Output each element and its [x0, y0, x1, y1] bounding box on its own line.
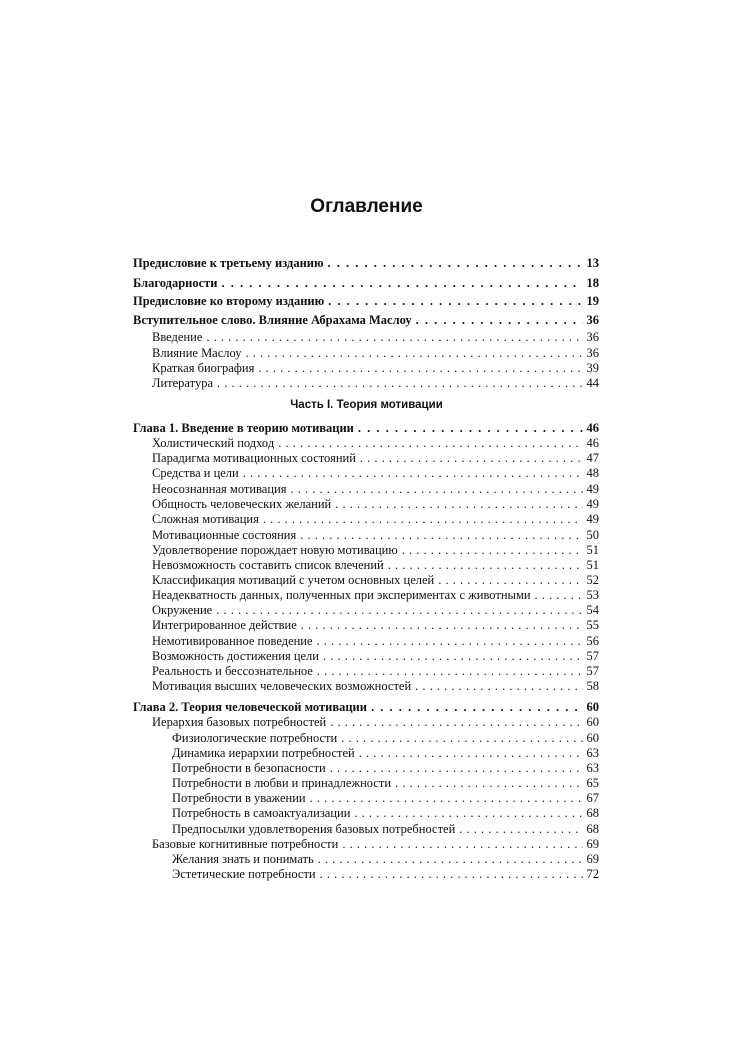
- toc-entry: [133, 313, 599, 328]
- toc-entry: [152, 512, 599, 527]
- leader-dots: [328, 256, 583, 271]
- toc-entry-title: Мотивационные состояния: [152, 528, 297, 542]
- toc-entry: [172, 791, 599, 806]
- toc-entry-title: Средства и цели: [152, 466, 239, 480]
- toc-entry-page: 51: [586, 558, 599, 572]
- toc-entry-page: 57: [586, 649, 599, 663]
- toc-entry-title: Желания знать и понимать: [172, 852, 314, 866]
- toc-entry-title: Базовые когнитивные потребности: [152, 837, 339, 851]
- toc-entry-title: Динамика иерархии потребностей: [172, 746, 355, 760]
- leader-dots: [335, 497, 582, 512]
- toc-entry-title: Реальность и бессознательное: [152, 664, 313, 678]
- toc-entry-title: Благодарности: [133, 276, 218, 290]
- leader-dots: [246, 346, 583, 361]
- leader-dots: [317, 664, 583, 679]
- leader-dots: [300, 528, 582, 543]
- leader-dots: [342, 837, 582, 852]
- leader-dots: [278, 436, 582, 451]
- leader-dots: [328, 294, 582, 309]
- toc-entry-title: Классификация мотиваций с учетом основных целей: [152, 573, 435, 587]
- toc-entry-page: 49: [586, 482, 599, 496]
- toc-entry: [172, 746, 599, 761]
- toc-entry: [172, 776, 599, 791]
- leader-dots: [359, 746, 583, 761]
- leader-dots: [341, 731, 582, 746]
- toc-entry-title: Невозможность составить список влечений: [152, 558, 384, 572]
- toc-entry-page: 36: [586, 313, 599, 327]
- toc-entry: [133, 294, 599, 309]
- toc-entry-title: Неосознанная мотивация: [152, 482, 287, 496]
- toc-entry: [172, 822, 599, 837]
- leader-dots: [258, 361, 582, 376]
- toc-entry-page: 57: [586, 664, 599, 678]
- toc-entry: [172, 731, 599, 746]
- toc-entry: [133, 256, 599, 271]
- toc-entry: [152, 436, 599, 451]
- toc-entry: [172, 761, 599, 776]
- toc-entry: [172, 806, 599, 821]
- toc-entry-page: 39: [586, 361, 599, 375]
- leader-dots: [301, 618, 583, 633]
- toc-entry-title: Потребности в безопасности: [172, 761, 326, 775]
- toc-entry-page: 52: [586, 573, 599, 587]
- toc-entry: [152, 664, 599, 679]
- toc-entry: [133, 700, 599, 715]
- toc-entry-page: 69: [586, 852, 599, 866]
- toc-entry-title: Краткая биография: [152, 361, 255, 375]
- toc-entry-page: 56: [586, 634, 599, 648]
- leader-dots: [320, 867, 583, 882]
- toc-entry-title: Немотивированное поведение: [152, 634, 313, 648]
- toc-entry-page: 18: [586, 276, 599, 290]
- toc-entry: [152, 618, 599, 633]
- toc-entry: [152, 497, 599, 512]
- toc-entry-page: 49: [586, 512, 599, 526]
- toc-entry-title: Общность человеческих желаний: [152, 497, 332, 511]
- leader-dots: [217, 376, 583, 391]
- toc-entry: [152, 837, 599, 852]
- leader-dots: [323, 649, 583, 664]
- leader-dots: [310, 791, 583, 806]
- toc-entry-title: Влияние Маслоу: [152, 346, 242, 360]
- toc-entry-page: 50: [586, 528, 599, 542]
- toc-entry-title: Удовлетворение порождает новую мотивацию: [152, 543, 398, 557]
- toc-entry-title: Иерархия базовых потребностей: [152, 715, 327, 729]
- toc-entry-title: Глава 2. Теория человеческой мотивации: [133, 700, 367, 714]
- toc-entry-title: Возможность достижения цели: [152, 649, 319, 663]
- toc-entry-title: Холистический подход: [152, 436, 275, 450]
- leader-dots: [535, 588, 583, 603]
- toc-entry-page: 67: [586, 791, 599, 805]
- toc-entry: [172, 867, 599, 882]
- toc-entry-page: 49: [586, 497, 599, 511]
- toc-entry-page: 44: [586, 376, 599, 390]
- toc-entry-page: 53: [586, 588, 599, 602]
- toc-entry-page: 48: [586, 466, 599, 480]
- toc-entry-page: 55: [586, 618, 599, 632]
- toc-entry-page: 68: [586, 822, 599, 836]
- toc-entry-page: 19: [586, 294, 599, 308]
- toc-entry: [152, 588, 599, 603]
- toc-entry-page: 46: [586, 436, 599, 450]
- toc-entry-title: Предисловие к третьему изданию: [133, 256, 324, 270]
- toc-entry-title: Введение: [152, 330, 203, 344]
- toc-entry-page: 60: [586, 731, 599, 745]
- toc-entry-title: Мотивация высших человеческих возможностей: [152, 679, 412, 693]
- toc-entry: [152, 346, 599, 361]
- toc-entry-page: 63: [586, 761, 599, 775]
- toc-entry-title: Окружение: [152, 603, 213, 617]
- leader-dots: [388, 558, 583, 573]
- toc-entry-title: Потребность в самоактуализации: [172, 806, 351, 820]
- toc-entry: [152, 376, 599, 391]
- toc-entry-page: 58: [586, 679, 599, 693]
- toc-entry-title: Вступительное слово. Влияние Абрахама Маслоу: [133, 313, 412, 327]
- toc-entry-title: Эстетические потребности: [172, 867, 316, 881]
- toc-entry-page: 65: [586, 776, 599, 790]
- toc-entry-title: Сложная мотивация: [152, 512, 259, 526]
- leader-dots: [206, 330, 582, 345]
- toc-entry-page: 69: [586, 837, 599, 851]
- toc-entry-title: Предпосылки удовлетворения базовых потребностей: [172, 822, 456, 836]
- toc-entry-title: Физиологические потребности: [172, 731, 338, 745]
- leader-dots: [402, 543, 583, 558]
- leader-dots: [290, 482, 582, 497]
- leader-dots: [415, 679, 582, 694]
- toc-entry: [152, 543, 599, 558]
- leader-dots: [360, 451, 583, 466]
- leader-dots: [416, 313, 583, 328]
- toc-entry: [152, 528, 599, 543]
- toc-entry-page: 60: [586, 700, 599, 714]
- toc-entry: [152, 482, 599, 497]
- toc-entry: [152, 649, 599, 664]
- leader-dots: [243, 466, 583, 481]
- toc-entry-title: Глава 1. Введение в теорию мотивации: [133, 421, 354, 435]
- toc-entry-title: Потребности в уважении: [172, 791, 306, 805]
- leader-dots: [459, 822, 582, 837]
- leader-dots: [395, 776, 582, 791]
- toc-entry: [152, 603, 599, 618]
- toc-entry-page: 13: [586, 256, 599, 270]
- toc-entry-title: Интегрированное действие: [152, 618, 297, 632]
- toc-entry-title: Потребности в любви и принадлежности: [172, 776, 392, 790]
- toc-entry: [133, 421, 599, 436]
- toc-entry-page: 46: [586, 421, 599, 435]
- toc-entry-title: Предисловие ко второму изданию: [133, 294, 325, 308]
- toc-entry: [152, 451, 599, 466]
- toc-entry: [172, 852, 599, 867]
- toc-entry: [152, 573, 599, 588]
- leader-dots: [330, 715, 582, 730]
- toc-entry: [152, 715, 599, 730]
- toc-entry: [152, 361, 599, 376]
- toc-entry-title: Неадекватность данных, полученных при экспериментах с животными: [152, 588, 531, 602]
- leader-dots: [222, 276, 583, 291]
- toc-entry-page: 36: [586, 346, 599, 360]
- toc-entry-page: 36: [586, 330, 599, 344]
- leader-dots: [216, 603, 582, 618]
- leader-dots: [318, 852, 583, 867]
- toc-entry: [152, 558, 599, 573]
- toc-entry: [152, 634, 599, 649]
- toc-entry: [152, 466, 599, 481]
- leader-dots: [371, 700, 583, 715]
- toc-entry: [152, 330, 599, 345]
- toc-entry-page: 63: [586, 746, 599, 760]
- leader-dots: [358, 421, 583, 436]
- page-title: Оглавление: [310, 196, 423, 217]
- toc-entry: [152, 679, 599, 694]
- leader-dots: [263, 512, 583, 527]
- toc-entry-title: Литература: [152, 376, 213, 390]
- part-heading: Часть I. Теория мотивации: [290, 399, 443, 411]
- toc-entry: [133, 276, 599, 291]
- toc-entry-title: Парадигма мотивационных состояний: [152, 451, 356, 465]
- toc-entry-page: 72: [586, 867, 599, 881]
- leader-dots: [438, 573, 582, 588]
- toc-entry-page: 60: [586, 715, 599, 729]
- toc-entry-page: 47: [586, 451, 599, 465]
- leader-dots: [330, 761, 583, 776]
- leader-dots: [354, 806, 582, 821]
- leader-dots: [317, 634, 583, 649]
- toc-entry-page: 68: [586, 806, 599, 820]
- toc-entry-page: 51: [586, 543, 599, 557]
- toc-entry-page: 54: [586, 603, 599, 617]
